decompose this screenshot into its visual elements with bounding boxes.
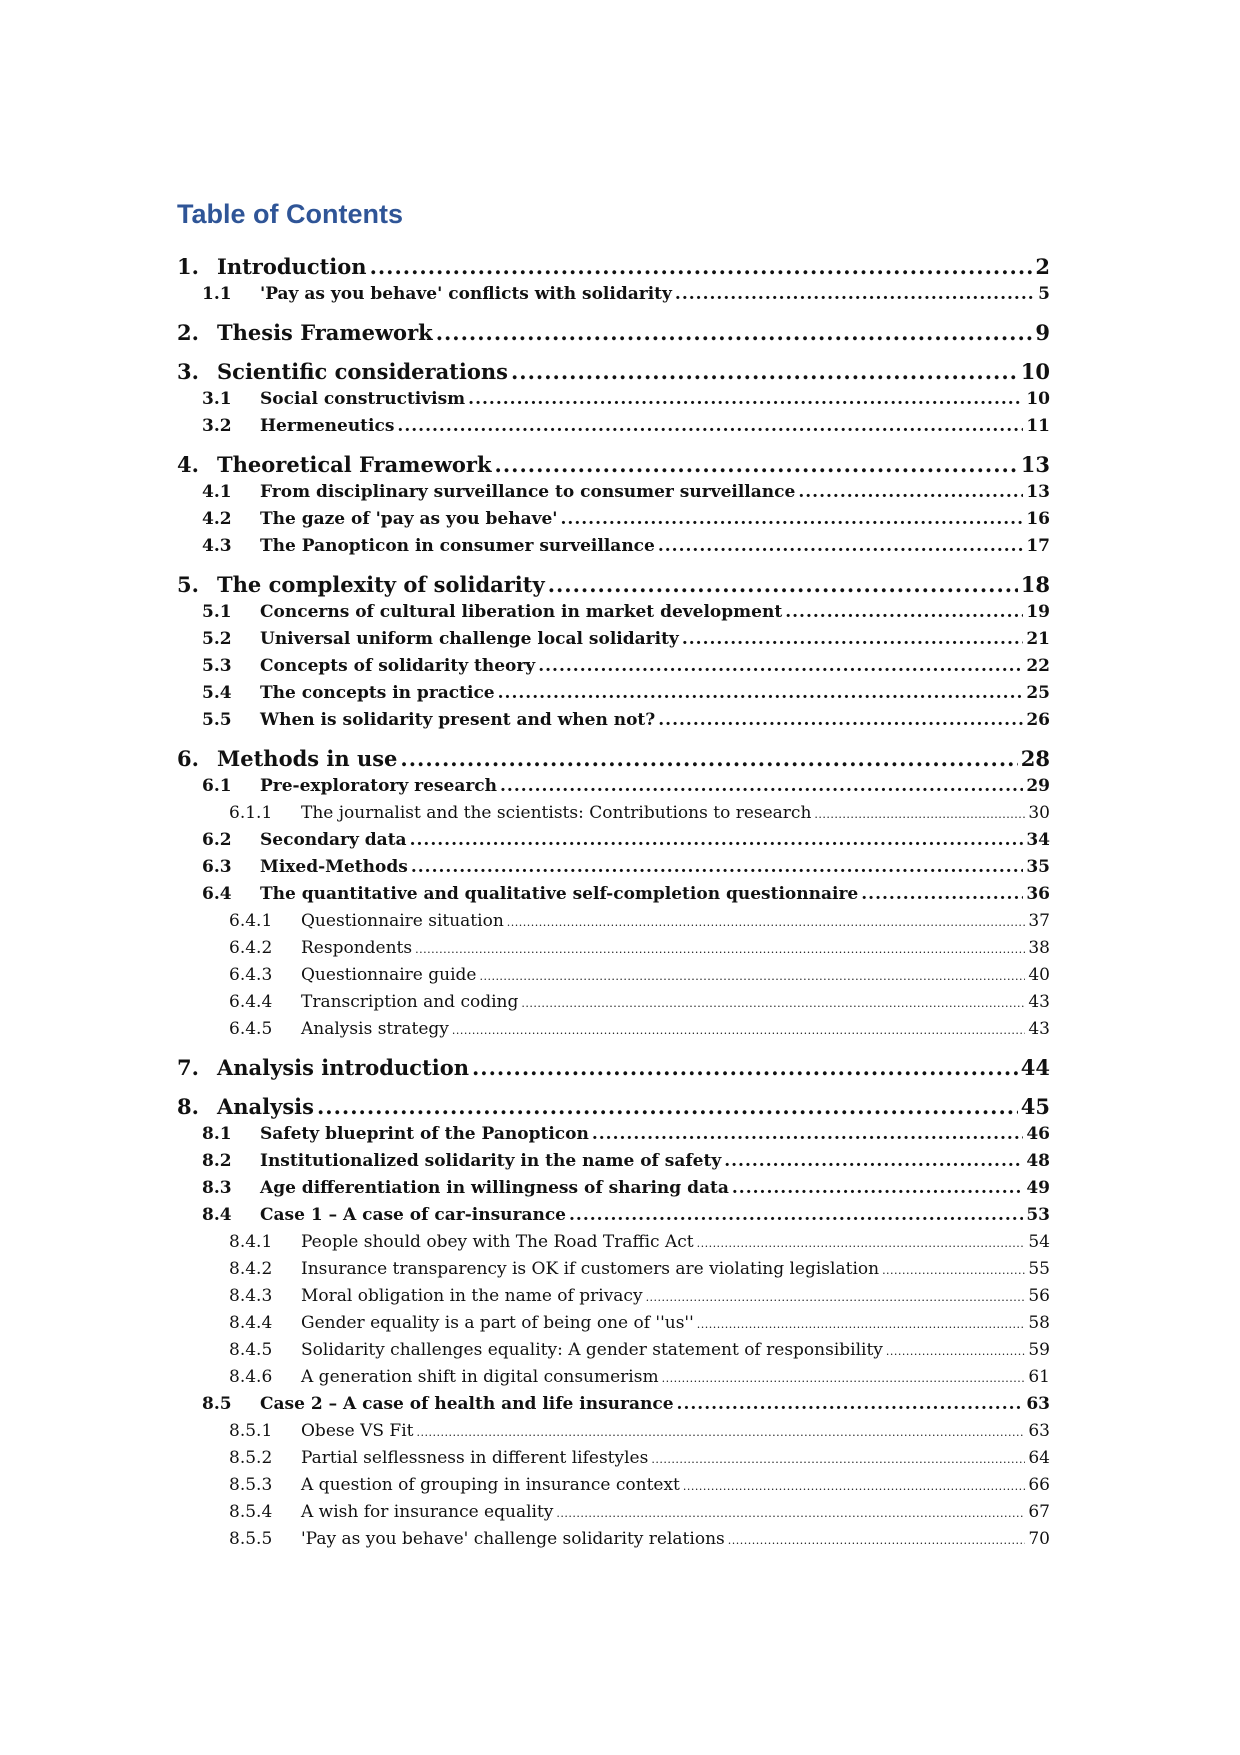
- toc-entry-page-number: 36: [1026, 884, 1050, 904]
- toc-entry-title: Hermeneutics: [260, 416, 395, 436]
- toc-entry-title: Solidarity challenges equality: A gender statement of responsibility: [301, 1340, 883, 1360]
- toc-entry[interactable]: [177, 1256, 1050, 1283]
- dot-leader: [592, 1121, 1024, 1148]
- toc-entry-page-number: 45: [1020, 1094, 1050, 1119]
- toc-entry[interactable]: [177, 1016, 1050, 1043]
- toc-entry-number: 6.4.4: [229, 992, 273, 1012]
- toc-entry-page-number: 48: [1026, 1151, 1050, 1171]
- dot-leader: [538, 653, 1023, 680]
- dot-leader: [521, 990, 1025, 1017]
- toc-entry-page-number: 25: [1026, 683, 1050, 703]
- toc-entry-title: Concerns of cultural liberation in market development: [260, 602, 783, 622]
- toc-entry-title: Methods in use: [217, 746, 398, 771]
- toc-entry-page-number: 56: [1028, 1286, 1050, 1306]
- toc-entry-page-number: 61: [1028, 1367, 1050, 1387]
- toc-entry-title: Mixed-Methods: [260, 857, 408, 877]
- toc-entry[interactable]: [177, 1472, 1050, 1499]
- toc-entry-title: When is solidarity present and when not?: [260, 710, 656, 730]
- dot-leader: [548, 571, 1018, 599]
- dot-leader: [683, 1473, 1025, 1500]
- dot-leader: [500, 773, 1023, 800]
- dot-leader: [479, 963, 1025, 990]
- toc-entry[interactable]: [177, 800, 1050, 827]
- toc-entry-page-number: 22: [1026, 656, 1050, 676]
- dot-leader: [411, 854, 1024, 881]
- toc-entry-number: 4.: [177, 452, 199, 477]
- toc-entry[interactable]: [177, 281, 1050, 308]
- toc-entry-title: Pre-exploratory research: [260, 776, 498, 796]
- toc-entry-title: The complexity of solidarity: [217, 572, 545, 597]
- toc-entry-page-number: 11: [1026, 416, 1050, 436]
- toc-entry-number: 8.2: [202, 1151, 232, 1171]
- toc-entry[interactable]: [177, 626, 1050, 653]
- dot-leader: [646, 1284, 1026, 1311]
- dot-leader: [785, 599, 1023, 626]
- toc-entry[interactable]: [177, 599, 1050, 626]
- toc-entry-number: 3.2: [202, 416, 232, 436]
- toc-entry-title: Respondents: [301, 938, 413, 958]
- toc-entry-page-number: 19: [1026, 602, 1050, 622]
- toc-entry[interactable]: [177, 386, 1050, 413]
- dot-leader: [882, 1257, 1025, 1284]
- toc-entry[interactable]: [177, 989, 1050, 1016]
- toc-entry-page-number: 70: [1028, 1529, 1050, 1549]
- toc-entry-title: 'Pay as you behave' challenge solidarity relations: [301, 1529, 725, 1549]
- toc-entry[interactable]: [177, 962, 1050, 989]
- dot-leader: [452, 1017, 1025, 1044]
- toc-entry-title: Case 2 – A case of health and life insurance: [260, 1394, 674, 1414]
- toc-entry-title: Moral obligation in the name of privacy: [301, 1286, 643, 1306]
- dot-leader: [675, 281, 1035, 308]
- toc-entry[interactable]: [177, 413, 1050, 440]
- toc-entry[interactable]: [177, 707, 1050, 734]
- toc-entry[interactable]: [177, 773, 1050, 800]
- toc-entry-title: Universal uniform challenge local solidarity: [260, 629, 679, 649]
- toc-entry-page-number: 67: [1028, 1502, 1050, 1522]
- toc-entry[interactable]: [177, 908, 1050, 935]
- toc-entry-title: The quantitative and qualitative self-completion questionnaire: [260, 884, 859, 904]
- toc-entry[interactable]: [177, 1202, 1050, 1229]
- toc-entry-page-number: 10: [1020, 359, 1050, 384]
- toc-entry-page-number: 38: [1028, 938, 1050, 958]
- toc-entry-number: 8.5.3: [229, 1475, 273, 1495]
- toc-entry-number: 5.3: [202, 656, 232, 676]
- toc-entry[interactable]: [177, 1391, 1050, 1418]
- toc-entry-number: 5.: [177, 572, 199, 597]
- toc-entry[interactable]: [177, 319, 1050, 347]
- dot-leader: [697, 1230, 1026, 1257]
- toc-entry-number: 6.2: [202, 830, 232, 850]
- toc-entry-page-number: 58: [1028, 1313, 1050, 1333]
- dot-leader: [662, 1365, 1026, 1392]
- toc-entry-page-number: 46: [1026, 1124, 1050, 1144]
- toc-entry-page-number: 63: [1028, 1421, 1050, 1441]
- toc-entry-page-number: 26: [1026, 710, 1050, 730]
- toc-entry[interactable]: [177, 1121, 1050, 1148]
- page-title: Table of Contents: [177, 199, 403, 229]
- toc-entry[interactable]: [177, 1418, 1050, 1445]
- toc-entry[interactable]: [177, 827, 1050, 854]
- toc-entry-number: 3.1: [202, 389, 232, 409]
- toc-entry[interactable]: [177, 1283, 1050, 1310]
- dot-leader: [658, 533, 1023, 560]
- toc-entry[interactable]: [177, 479, 1050, 506]
- toc-entry-title: Analysis introduction: [217, 1055, 469, 1080]
- toc-entry-title: Introduction: [217, 254, 367, 279]
- toc-entry-title: People should obey with The Road Traffic Act: [301, 1232, 694, 1252]
- dot-leader: [814, 801, 1025, 828]
- toc-entry-title: Gender equality is a part of being one of ''us'': [301, 1313, 694, 1333]
- toc-entry-page-number: 63: [1026, 1394, 1050, 1414]
- dot-leader: [415, 936, 1025, 963]
- toc-entry[interactable]: [177, 506, 1050, 533]
- toc-entry-number: 6.3: [202, 857, 232, 877]
- toc-entry-number: 3.: [177, 359, 199, 384]
- dot-leader: [410, 827, 1024, 854]
- toc-entry-number: 8.4.6: [229, 1367, 273, 1387]
- toc-entry-title: Social constructivism: [260, 389, 466, 409]
- toc-entry-page-number: 17: [1026, 536, 1050, 556]
- dot-leader: [416, 1419, 1025, 1446]
- toc-entry-number: 8.4.3: [229, 1286, 273, 1306]
- toc-entry-page-number: 13: [1026, 482, 1050, 502]
- toc-entry-number: 7.: [177, 1055, 199, 1080]
- toc-entry-number: 6.: [177, 746, 199, 771]
- dot-leader: [468, 386, 1023, 413]
- toc-entry[interactable]: [177, 854, 1050, 881]
- toc-entry-page-number: 64: [1028, 1448, 1050, 1468]
- toc-entry-page-number: 55: [1028, 1259, 1050, 1279]
- toc-entry-number: 8.4: [202, 1205, 232, 1225]
- toc-entry[interactable]: [177, 745, 1050, 773]
- toc-entry-number: 8.1: [202, 1124, 232, 1144]
- toc-entry-title: From disciplinary surveillance to consumer surveillance: [260, 482, 796, 502]
- toc-entry-title: Questionnaire guide: [301, 965, 477, 985]
- toc-entry-number: 4.2: [202, 509, 232, 529]
- toc-entry-page-number: 21: [1026, 629, 1050, 649]
- toc-entry-title: Obese VS Fit: [301, 1421, 414, 1441]
- toc-entry-title: Safety blueprint of the Panopticon: [260, 1124, 589, 1144]
- toc-entry-number: 1.1: [202, 284, 232, 304]
- toc-entry[interactable]: [177, 451, 1050, 479]
- toc-entry[interactable]: [177, 1054, 1050, 1082]
- dot-leader: [560, 506, 1023, 533]
- toc-entry-number: 8.4.4: [229, 1313, 273, 1333]
- toc-entry-number: 1.: [177, 254, 199, 279]
- toc-entry-page-number: 18: [1020, 572, 1050, 597]
- toc-entry[interactable]: [177, 1229, 1050, 1256]
- toc-entry-title: The Panopticon in consumer surveillance: [260, 536, 655, 556]
- toc-entry-number: 6.4.1: [229, 911, 273, 931]
- dot-leader: [400, 745, 1017, 773]
- toc-entry[interactable]: [177, 358, 1050, 386]
- toc-entry-number: 6.4.5: [229, 1019, 273, 1039]
- toc-entry-page-number: 43: [1028, 1019, 1050, 1039]
- toc-entry[interactable]: [177, 571, 1050, 599]
- toc-entry-page-number: 28: [1020, 746, 1050, 771]
- toc-entry-number: 8.5.5: [229, 1529, 273, 1549]
- toc-entry-title: Age differentiation in willingness of sharing data: [260, 1178, 729, 1198]
- toc-entry-page-number: 43: [1028, 992, 1050, 1012]
- toc-entry[interactable]: [177, 935, 1050, 962]
- toc-entry[interactable]: [177, 253, 1050, 281]
- toc-entry-number: 5.5: [202, 710, 232, 730]
- toc-entry-number: 8.5: [202, 1394, 232, 1414]
- dot-leader: [569, 1202, 1023, 1229]
- toc-entry[interactable]: [177, 1445, 1050, 1472]
- toc-entry-number: 5.2: [202, 629, 232, 649]
- toc-entry-page-number: 29: [1026, 776, 1050, 796]
- dot-leader: [651, 1446, 1025, 1473]
- toc-entry-title: The concepts in practice: [260, 683, 495, 703]
- toc-entry-number: 8.4.2: [229, 1259, 273, 1279]
- toc-entry-page-number: 40: [1028, 965, 1050, 985]
- toc-entry-title: Theoretical Framework: [217, 452, 492, 477]
- dot-leader: [495, 451, 1018, 479]
- toc-entry-page-number: 5: [1038, 284, 1050, 304]
- toc-entry-number: 8.5.4: [229, 1502, 273, 1522]
- dot-leader: [436, 319, 1033, 347]
- toc-entry-number: 4.1: [202, 482, 232, 502]
- toc-entry-title: A question of grouping in insurance context: [301, 1475, 680, 1495]
- toc-entry-page-number: 59: [1028, 1340, 1050, 1360]
- toc-entry-number: 8.5.1: [229, 1421, 273, 1441]
- toc-entry-title: Concepts of solidarity theory: [260, 656, 536, 676]
- dot-leader: [511, 358, 1018, 386]
- toc-entry-page-number: 2: [1035, 254, 1050, 279]
- toc-entry-title: A generation shift in digital consumerism: [301, 1367, 659, 1387]
- toc-entry[interactable]: [177, 881, 1050, 908]
- toc-entry-page-number: 16: [1026, 509, 1050, 529]
- toc-entry-page-number: 66: [1028, 1475, 1050, 1495]
- dot-leader: [682, 626, 1024, 653]
- toc-entry-number: 8.4.1: [229, 1232, 273, 1252]
- dot-leader: [728, 1527, 1026, 1554]
- toc-entry[interactable]: [177, 1175, 1050, 1202]
- toc-entry-title: Analysis: [217, 1094, 314, 1119]
- toc-entry-title: The journalist and the scientists: Contributions to research: [301, 803, 812, 823]
- toc-entry-page-number: 10: [1026, 389, 1050, 409]
- toc-entry-number: 6.1.1: [229, 803, 273, 823]
- dot-leader: [658, 707, 1023, 734]
- toc-entry[interactable]: [177, 1148, 1050, 1175]
- toc-entry[interactable]: [177, 1499, 1050, 1526]
- dot-leader: [317, 1093, 1018, 1121]
- dot-leader: [370, 253, 1033, 281]
- toc-entry-number: 2.: [177, 320, 199, 345]
- toc-entry-number: 6.4.2: [229, 938, 273, 958]
- toc-entry-title: Analysis strategy: [301, 1019, 449, 1039]
- dot-leader: [677, 1391, 1024, 1418]
- toc-entry-page-number: 54: [1028, 1232, 1050, 1252]
- dot-leader: [861, 881, 1023, 908]
- toc-entry[interactable]: [177, 533, 1050, 560]
- toc-entry-number: 6.4.3: [229, 965, 273, 985]
- toc-entry-title: 'Pay as you behave' conflicts with solidarity: [260, 284, 672, 304]
- dot-leader: [697, 1311, 1026, 1338]
- dot-leader: [507, 909, 1026, 936]
- toc-entry-number: 4.3: [202, 536, 232, 556]
- dot-leader: [732, 1175, 1023, 1202]
- toc-entry[interactable]: [177, 1526, 1050, 1553]
- toc-entry[interactable]: [177, 1364, 1050, 1391]
- toc-entry-page-number: 37: [1028, 911, 1050, 931]
- toc-entry-page-number: 34: [1026, 830, 1050, 850]
- toc-entry[interactable]: [177, 653, 1050, 680]
- toc-entry-title: Thesis Framework: [217, 320, 433, 345]
- toc-entry-title: Transcription and coding: [301, 992, 519, 1012]
- toc-entry-number: 6.1: [202, 776, 232, 796]
- toc-entry-number: 8.5.2: [229, 1448, 273, 1468]
- toc-entry-title: A wish for insurance equality: [301, 1502, 554, 1522]
- dot-leader: [724, 1148, 1023, 1175]
- table-of-contents: [177, 253, 1050, 1553]
- toc-entry[interactable]: [177, 1337, 1050, 1364]
- toc-entry-title: Partial selflessness in different lifestyles: [301, 1448, 649, 1468]
- toc-entry-number: 8.3: [202, 1178, 232, 1198]
- toc-entry-title: Scientific considerations: [217, 359, 508, 384]
- toc-entry[interactable]: [177, 680, 1050, 707]
- toc-entry-page-number: 30: [1028, 803, 1050, 823]
- toc-entry-page-number: 53: [1026, 1205, 1050, 1225]
- toc-entry-page-number: 9: [1035, 320, 1050, 345]
- toc-entry[interactable]: [177, 1093, 1050, 1121]
- toc-entry-number: 8.: [177, 1094, 199, 1119]
- toc-entry-number: 8.4.5: [229, 1340, 273, 1360]
- dot-leader: [798, 479, 1023, 506]
- toc-entry-title: Institutionalized solidarity in the name of safety: [260, 1151, 722, 1171]
- toc-entry-title: Secondary data: [260, 830, 407, 850]
- toc-entry-page-number: 44: [1020, 1055, 1050, 1080]
- toc-entry-number: 5.1: [202, 602, 232, 622]
- dot-leader: [498, 680, 1024, 707]
- toc-entry[interactable]: [177, 1310, 1050, 1337]
- toc-entry-page-number: 49: [1026, 1178, 1050, 1198]
- toc-entry-title: Questionnaire situation: [301, 911, 504, 931]
- toc-entry-number: 5.4: [202, 683, 232, 703]
- toc-entry-title: Insurance transparency is OK if customers are violating legislation: [301, 1259, 880, 1279]
- toc-entry-title: The gaze of 'pay as you behave': [260, 509, 558, 529]
- dot-leader: [556, 1500, 1025, 1527]
- toc-entry-number: 6.4: [202, 884, 232, 904]
- toc-entry-page-number: 35: [1026, 857, 1050, 877]
- dot-leader: [397, 413, 1023, 440]
- toc-entry-title: Case 1 – A case of car-insurance: [260, 1205, 566, 1225]
- toc-entry-page-number: 13: [1020, 452, 1050, 477]
- dot-leader: [472, 1054, 1018, 1082]
- dot-leader: [886, 1338, 1025, 1365]
